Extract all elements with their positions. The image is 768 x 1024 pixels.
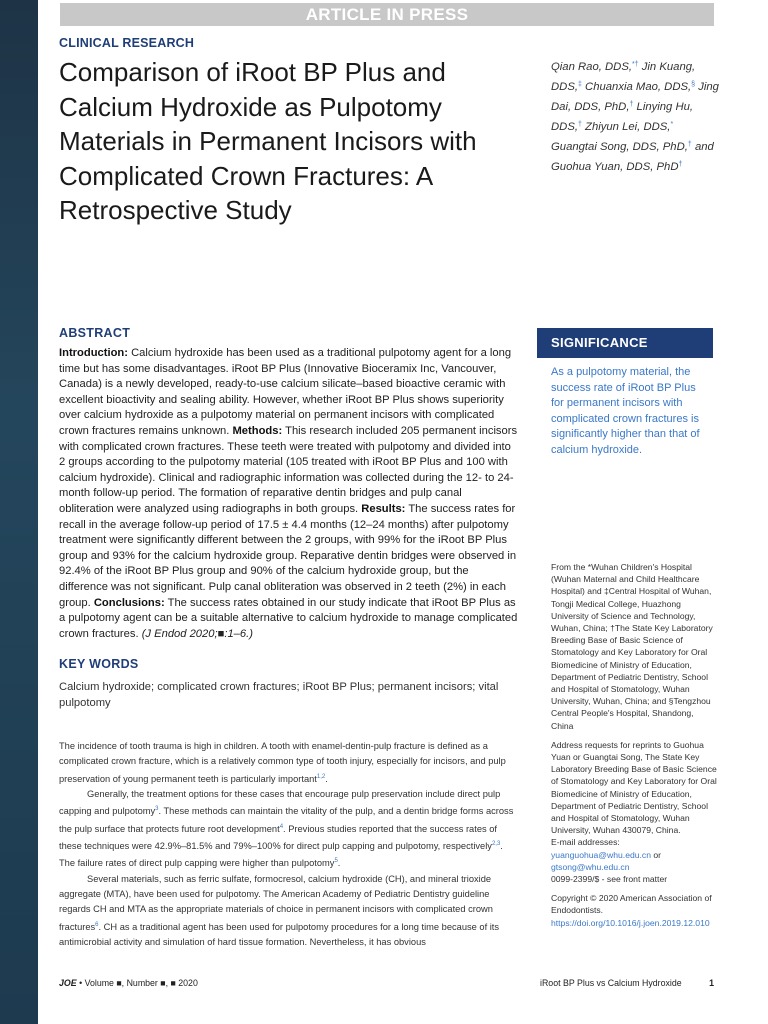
significance-heading: SIGNIFICANCE [537, 328, 713, 358]
footer-journal: JOE • Volume ■, Number ■, ■ 2020 [59, 978, 198, 988]
author[interactable]: Jin Kuang, DDS, [551, 61, 696, 93]
results-text: The success rates for recall in the average follow-up period of 17.5 ± 4.4 months (12–24 months) after pulpotomy treatment were significantly different between the 2 groups, with 99% for the iRoot BP Plus group and 93% for the calcium hydroxide group. Reparative dentin bridges were observed in 92.4% of the iRoot BP Plus group and 90% of the calcium hydroxide group, but the difference was not significant. Pulp canal obliteration was observed in 2 teeth (2%) in each group. [59, 502, 517, 609]
section-label: CLINICAL RESEARCH [59, 36, 195, 50]
reference-link[interactable]: 5 [334, 858, 338, 865]
reference-link[interactable]: 6 [95, 921, 99, 928]
author[interactable]: Guangtai Song, DDS, PhD, [551, 141, 688, 153]
author-list: Qian Rao, DDS,*† Jin Kuang, DDS,‡ Chuanxia Mao, DDS,§ Jing Dai, DDS, PhD,† Linying Hu, DDS,† Zhiyun Lei, DDS,* Guangtai Song, DDS, PhD,† and Guohua Yuan, DDS, PhD† [551, 61, 719, 173]
reference-link[interactable]: 2,3 [491, 841, 501, 848]
keywords-text: Calcium hydroxide; complicated crown fractures; iRoot BP Plus; permanent incisors; vital pulpotomy [59, 681, 499, 709]
reference-link[interactable]: 3 [155, 806, 159, 813]
author[interactable]: Chuanxia Mao, DDS, [585, 81, 692, 93]
reprint-info: Address requests for reprints to Guohua Yuan or Guangtai Song, The State Key Laboratory Breeding Base of Basic Science of Stomatology and Key Laboratory for Oral Biomedicine of Ministry of Education, Department of Pediatric Dentistry, School and Hospital of Stomatology, Wuhan University, Wuhan 430079, China. E-mail addresses: yuanguohua@whu.edu.cn or gtsong@whu.edu.cn 0099-2399/$ - see front matter [551, 739, 717, 885]
keywords-heading: KEY WORDS [59, 657, 139, 671]
intro-text: Calcium hydroxide has been used as a traditional pulpotomy agent for a long time but has some disadvantages. iRoot BP Plus (Innovative Bioceramix Inc, Vancouver, Canada) is a newly developed, ready-to-use calcium silicate–based bioactive ceramic with excellent bioactivity and sealing ability. However, whether iRoot BP Plus shows superiority over calcium hydroxide as a pulpotomy material on permanent incisors with complicated crown fractures remains unknown. [59, 347, 512, 437]
results-label: Results: [361, 502, 406, 515]
methods-label: Methods: [232, 424, 283, 437]
article-title: Comparison of iRoot BP Plus and Calcium Hydroxide as Pulpotomy Materials in Permanent Incisors with Complicated Crown Fractures: A Retrospective Study [59, 57, 477, 225]
abstract-body [59, 346, 519, 642]
affiliation-from: From the *Wuhan Children's Hospital (Wuhan Maternal and Child Healthcare Hospital) and ‡Central Hospital of Wuhan, Tongji Medical College, Huazhong University of Science and Technology, Wuhan, China; †The State Key Laboratory Breeding Base of Basic Science of Stomatology and Key Laboratory for Oral Biomedicine of Ministry of Education, Department of Pediatric Dentistry, School and Hospital of Stomatology, Wuhan University, Wuhan, China; and §Tengzhou Central People's Hospital, Shandong, China [551, 562, 713, 731]
journal-side-bar [0, 0, 38, 1024]
email-link[interactable]: gtsong@whu.edu.cn [551, 861, 630, 872]
intro-label: Introduction: [59, 347, 128, 359]
journal-citation: (J Endod 2020;■:1–6.) [141, 627, 253, 640]
author[interactable]: and Guohua Yuan, DDS, PhD [551, 141, 714, 173]
email-link[interactable]: yuanguohua@whu.edu.cn [551, 849, 651, 860]
significance-text: As a pulpotomy material, the success rate of iRoot BP Plus for permanent incisors with complicated crown fractures is significantly higher than that of calcium hydroxide. [551, 366, 700, 456]
body-paragraph: The incidence of tooth trauma is high in children. A tooth with enamel-dentin-pulp fracture is defined as a complicated crown fracture, which is a relatively common type of tooth injury, especially for incisors, and pulp preservation of young permanent teeth is particularly important$^{1,2}$. [59, 741, 506, 784]
author[interactable]: Jing Dai, DDS, PhD, [551, 81, 719, 113]
body-paragraph: Generally, the treatment options for these cases that encourage pulp preservation include direct pulp capping and pulpotomy$^3$. These methods can maintain the vitality of the pulp, and a dentin bridge forms across the pulp surface that protects future root development$^4$. Previous studies reported that the success rates of these techniques were 42.9%–81.5% and 79%–100% for direct pulp capping and pulpotomy, respectively$^{2,3}$. The failure rates of direct pulp capping were higher than pulpotomy$^5$. [59, 788, 514, 869]
article-body [59, 739, 519, 950]
reference-link[interactable]: 4 [279, 823, 284, 830]
affiliations [551, 561, 717, 936]
methods-text: This research included 205 permanent incisors with complicated crown fractures. These teeth were treated with pulpotomy and divided into 2 groups according to the pulpotomy material (105 treated with iRoot BP Plus and 100 with calcium hydroxide). Clinical and radiographic information was collected during the 12- to 24-month follow-up period. The formation of reparative dentin bridges and pulp canal obliteration were analyzed using radiographs in both groups. [59, 424, 518, 515]
author[interactable]: Linying Hu, DDS, [551, 101, 694, 133]
doi-link[interactable]: https://doi.org/10.1016/j.joen.2019.12.010 [551, 917, 710, 928]
conclusions-text: The success rates obtained in our study indicate that iRoot BP Plus as a pulpotomy agent can be a suitable alternative to calcium hydroxide to manage complicated crown fractures. [59, 596, 518, 640]
conclusions-label: Conclusions: [93, 596, 165, 609]
article-in-press-banner: ARTICLE IN PRESS [60, 3, 714, 26]
footer-running-title: iRoot BP Plus vs Calcium Hydroxide 1 [540, 978, 714, 988]
reference-link[interactable]: 1,2 [316, 773, 326, 780]
page-number: 1 [709, 978, 714, 988]
abstract-heading: ABSTRACT [59, 326, 131, 340]
copyright-info: Copyright © 2020 American Association of Endodontists. https://doi.org/10.1016/j.joen.2019.12.010 [551, 893, 712, 928]
body-paragraph: Several materials, such as ferric sulfate, formocresol, calcium hydroxide (CH), and mineral trioxide aggregate (MTA), have been used for pulpotomy. The American Academy of Pediatric Dentistry guideline regards CH and MTA as the appropriate materials of choice in permanent incisors with complicated crown fractures$^6$. CH as a traditional agent has been used for pulpotomy procedures for a long time because of its antimicrobial activity and simulation of hard tissue formation. Nevertheless, it has obvious [59, 873, 500, 948]
author[interactable]: Zhiyun Lei, DDS, [585, 121, 671, 133]
author[interactable]: Qian Rao, DDS, [551, 61, 632, 73]
issn: 0099-2399/$ - see front matter [551, 874, 668, 885]
